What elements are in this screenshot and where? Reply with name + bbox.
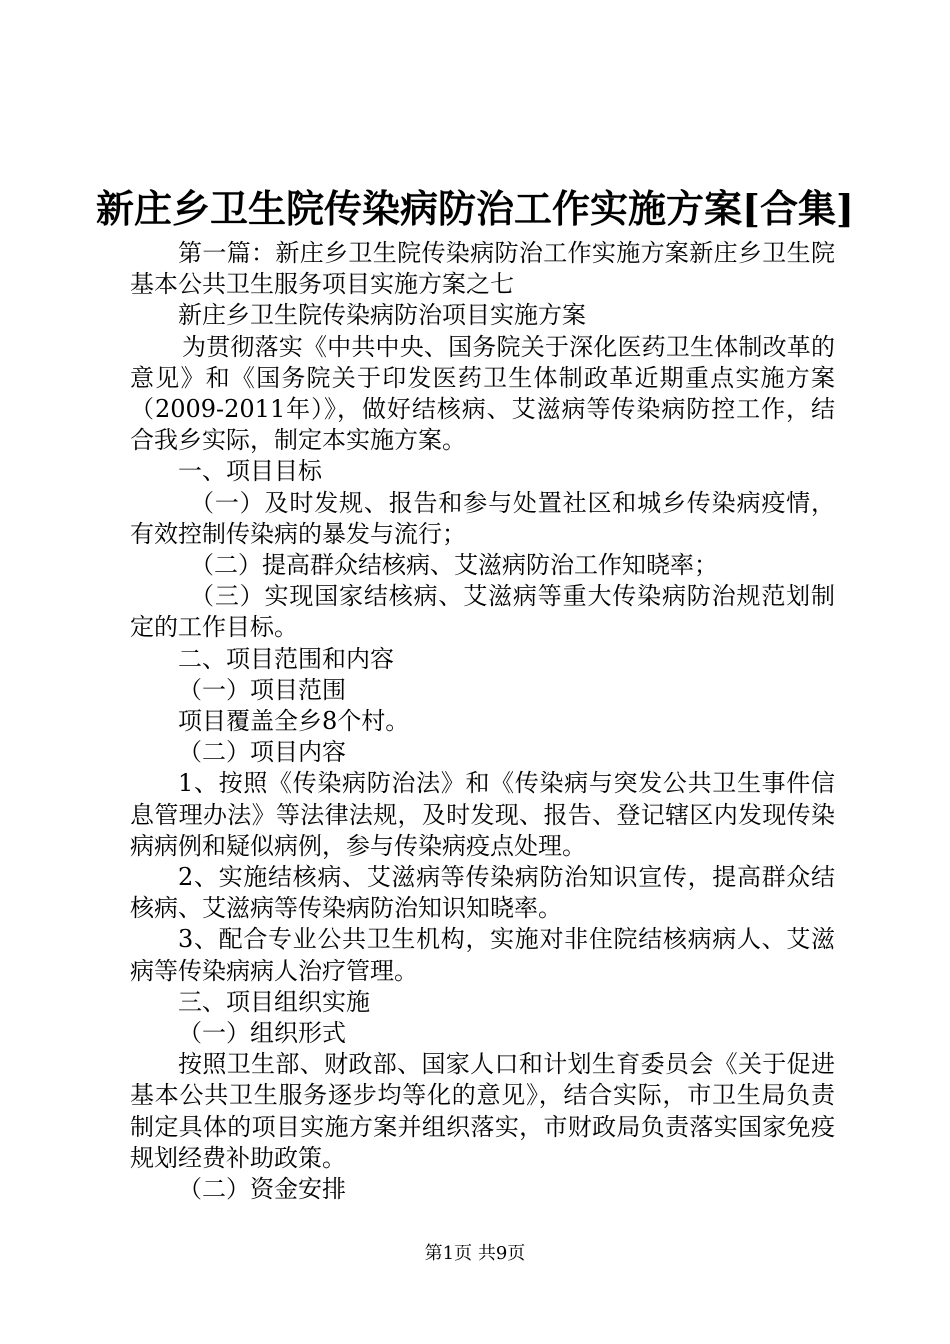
paragraph-organization: 按照卫生部、财政部、国家人口和计划生育委员会《关于促进基本公共卫生服务逐步均等化的意见》，结合实际，市卫生局负责制定具体的项目实施方案并组织落实，市财政局负责落实国家免疫规划经费补助政策。: [130, 1050, 835, 1172]
paragraph-goal-1: （一）及时发规、报告和参与处置社区和城乡传染病疫情，有效控制传染病的暴发与流行；: [130, 488, 835, 548]
heading-organization: （一）组织形式: [178, 1019, 346, 1048]
paragraph-content-1: 1、按照《传染病防治法》和《传染病与突发公共卫生事件信息管理办法》等法律法规，及时发现、报告、登记辖区内发现传染病病例和疑似病例，参与传染病疫点处理。: [130, 769, 835, 860]
document-title: 新庄乡卫生院传染病防治工作实施方案[合集]: [96, 186, 854, 231]
heading-funding: （二）资金安排: [178, 1175, 346, 1204]
heading-content: （二）项目内容: [178, 738, 346, 767]
paragraph-goal-2: （二）提高群众结核病、艾滋病防治工作知晓率；: [190, 551, 718, 580]
paragraph-content-3: 3、配合专业公共卫生机构，实施对非住院结核病病人、艾滋病等传染病病人治疗管理。: [130, 925, 835, 985]
heading-implementation: 三、项目组织实施: [178, 987, 370, 1016]
paragraph-intro: 第一篇：新庄乡卫生院传染病防治工作实施方案新庄乡卫生院基本公共卫生服务项目实施方案之七: [130, 239, 835, 299]
paragraph-content-2: 2、实施结核病、艾滋病等传染病防治知识宣传，提高群众结核病、艾滋病等传染病防治知识知晓率。: [130, 863, 835, 923]
page-footer: 第1页 共9页: [424, 1243, 526, 1264]
heading-scope: （一）项目范围: [178, 675, 346, 704]
heading-scope-content: 二、项目范围和内容: [178, 644, 394, 673]
heading-project-goals: 一、项目目标: [178, 457, 322, 486]
paragraph-coverage: 项目覆盖全乡8个村。: [178, 707, 410, 736]
paragraph-subtitle: 新庄乡卫生院传染病防治项目实施方案: [178, 301, 586, 330]
paragraph-purpose: 为贯彻落实《中共中央、国务院关于深化医药卫生体制改革的意见》和《国务院关于印发医药卫生体制政革近期重点实施方案（2009-2011年）》，做好结核病、艾滋病等传染病防控工作，结合我乡实际，制定本实施方案。: [130, 332, 835, 455]
document-body: [130, 238, 835, 1205]
paragraph-goal-3: （三）实现国家结核病、艾滋病等重大传染病防治规范划制定的工作目标。: [130, 582, 835, 642]
